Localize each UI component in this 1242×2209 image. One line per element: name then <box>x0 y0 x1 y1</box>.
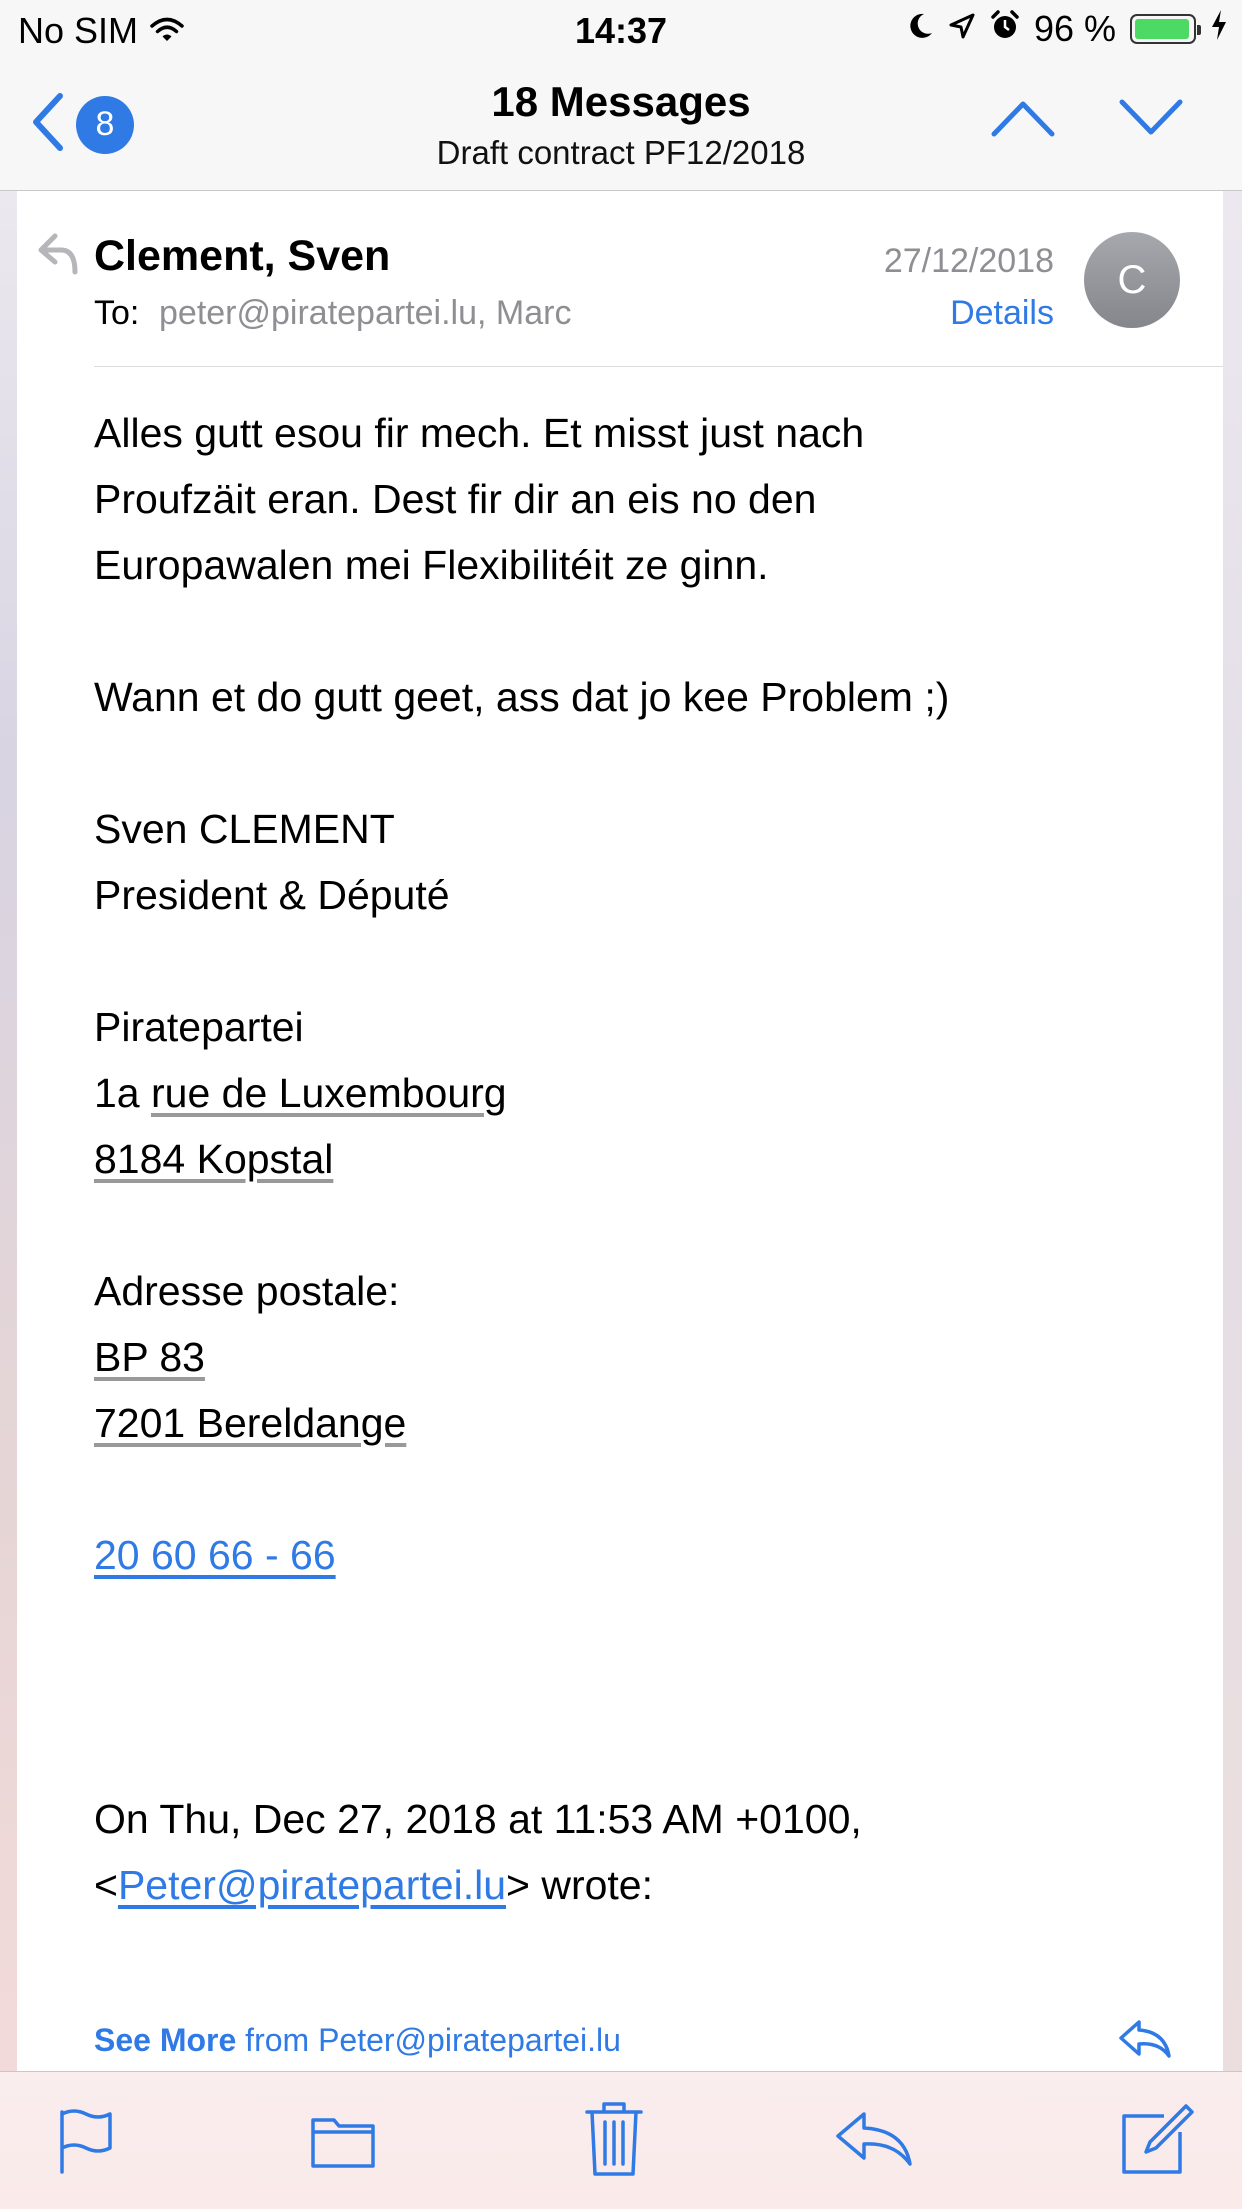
organization-name: Piratepartei <box>94 1004 304 1050</box>
po-box-link[interactable]: BP 83 <box>94 1334 205 1380</box>
bottom-toolbar <box>0 2071 1242 2209</box>
street-link[interactable]: rue de Luxembourg <box>151 1070 507 1116</box>
recipients[interactable]: peter@piratepartei.lu, Marc <box>159 294 572 332</box>
thread-edge-right <box>1223 191 1242 2071</box>
location-icon <box>948 8 976 50</box>
street-number: 1a <box>94 1070 140 1116</box>
move-to-folder-button[interactable] <box>310 2108 376 2175</box>
quick-reply-button[interactable] <box>1117 2016 1173 2065</box>
battery-fill <box>1135 19 1189 39</box>
charging-icon <box>1210 8 1228 50</box>
phone-link[interactable]: 20 60 66 - 66 <box>94 1532 336 1578</box>
status-right <box>906 8 1228 50</box>
message-body <box>94 400 1154 1918</box>
message-date: 27/12/2018 <box>883 242 1054 280</box>
reply-button[interactable] <box>834 2108 914 2173</box>
quote-header-email-line: <Peter@piratepartei.lu> wrote: <box>94 1862 653 1908</box>
postal-city-link[interactable]: 7201 Bereldange <box>94 1400 407 1446</box>
sender-name[interactable]: Clement, Sven <box>94 232 391 280</box>
status-bar <box>0 0 1242 62</box>
to-label: To: <box>94 294 140 332</box>
compose-button[interactable] <box>1120 2102 1196 2181</box>
body-line: Europawalen mei Flexibilitéit ze ginn. <box>94 542 769 588</box>
chevron-up-icon <box>990 125 1056 142</box>
see-more-link[interactable] <box>94 2022 621 2059</box>
signature-name: Sven CLEMENT <box>94 806 395 852</box>
city-link[interactable]: 8184 Kopstal <box>94 1136 334 1182</box>
previous-message-button[interactable] <box>990 98 1056 143</box>
see-more-source: from Peter@piratepartei.lu <box>245 2022 621 2058</box>
moon-icon <box>906 8 934 50</box>
compose-icon <box>1120 2163 1196 2180</box>
trash-icon <box>584 2165 644 2182</box>
battery-icon <box>1130 14 1196 44</box>
battery-percent: 96 % <box>1033 8 1116 49</box>
chevron-down-icon <box>1118 125 1184 142</box>
postal-label: Adresse postale: <box>94 1268 400 1314</box>
next-message-button[interactable] <box>1118 98 1184 143</box>
flag-button[interactable] <box>56 2108 116 2179</box>
folder-icon <box>310 2157 376 2174</box>
header-divider <box>94 366 1223 367</box>
alarm-icon <box>990 8 1020 50</box>
thread-edge-left <box>0 191 17 2071</box>
nav-subtitle: Draft contract PF12/2018 <box>436 134 806 171</box>
clock: 14:37 <box>574 10 668 51</box>
carrier-label: No SIM <box>18 10 139 51</box>
see-more-label: See More <box>94 2022 237 2058</box>
body-line: Wann et do gutt geet, ass dat jo kee Problem ;) <box>94 674 950 720</box>
replied-arrow-icon <box>37 230 79 281</box>
reply-icon <box>834 2155 914 2172</box>
nav-title: 18 Messages <box>491 78 751 125</box>
reply-arrow-icon <box>1117 2047 1173 2064</box>
quote-header: On Thu, Dec 27, 2018 at 11:53 AM +0100, <box>94 1796 862 1842</box>
body-line: Alles gutt esou fir mech. Et misst just nach <box>94 410 865 456</box>
navigation-bar <box>0 62 1242 191</box>
body-line: Proufzäit eran. Dest fir dir an eis no den <box>94 476 817 522</box>
quoted-email-link[interactable]: Peter@piratepartei.lu <box>117 1862 506 1908</box>
signature-title: President & Député <box>94 872 450 918</box>
details-link[interactable]: Details <box>950 294 1054 332</box>
unread-count-badge: 8 <box>76 96 134 154</box>
trash-button[interactable] <box>584 2100 644 2183</box>
street-address <box>94 1060 1154 1126</box>
flag-icon <box>56 2161 116 2178</box>
avatar[interactable]: C <box>1084 232 1180 328</box>
message-card <box>17 200 1223 2071</box>
